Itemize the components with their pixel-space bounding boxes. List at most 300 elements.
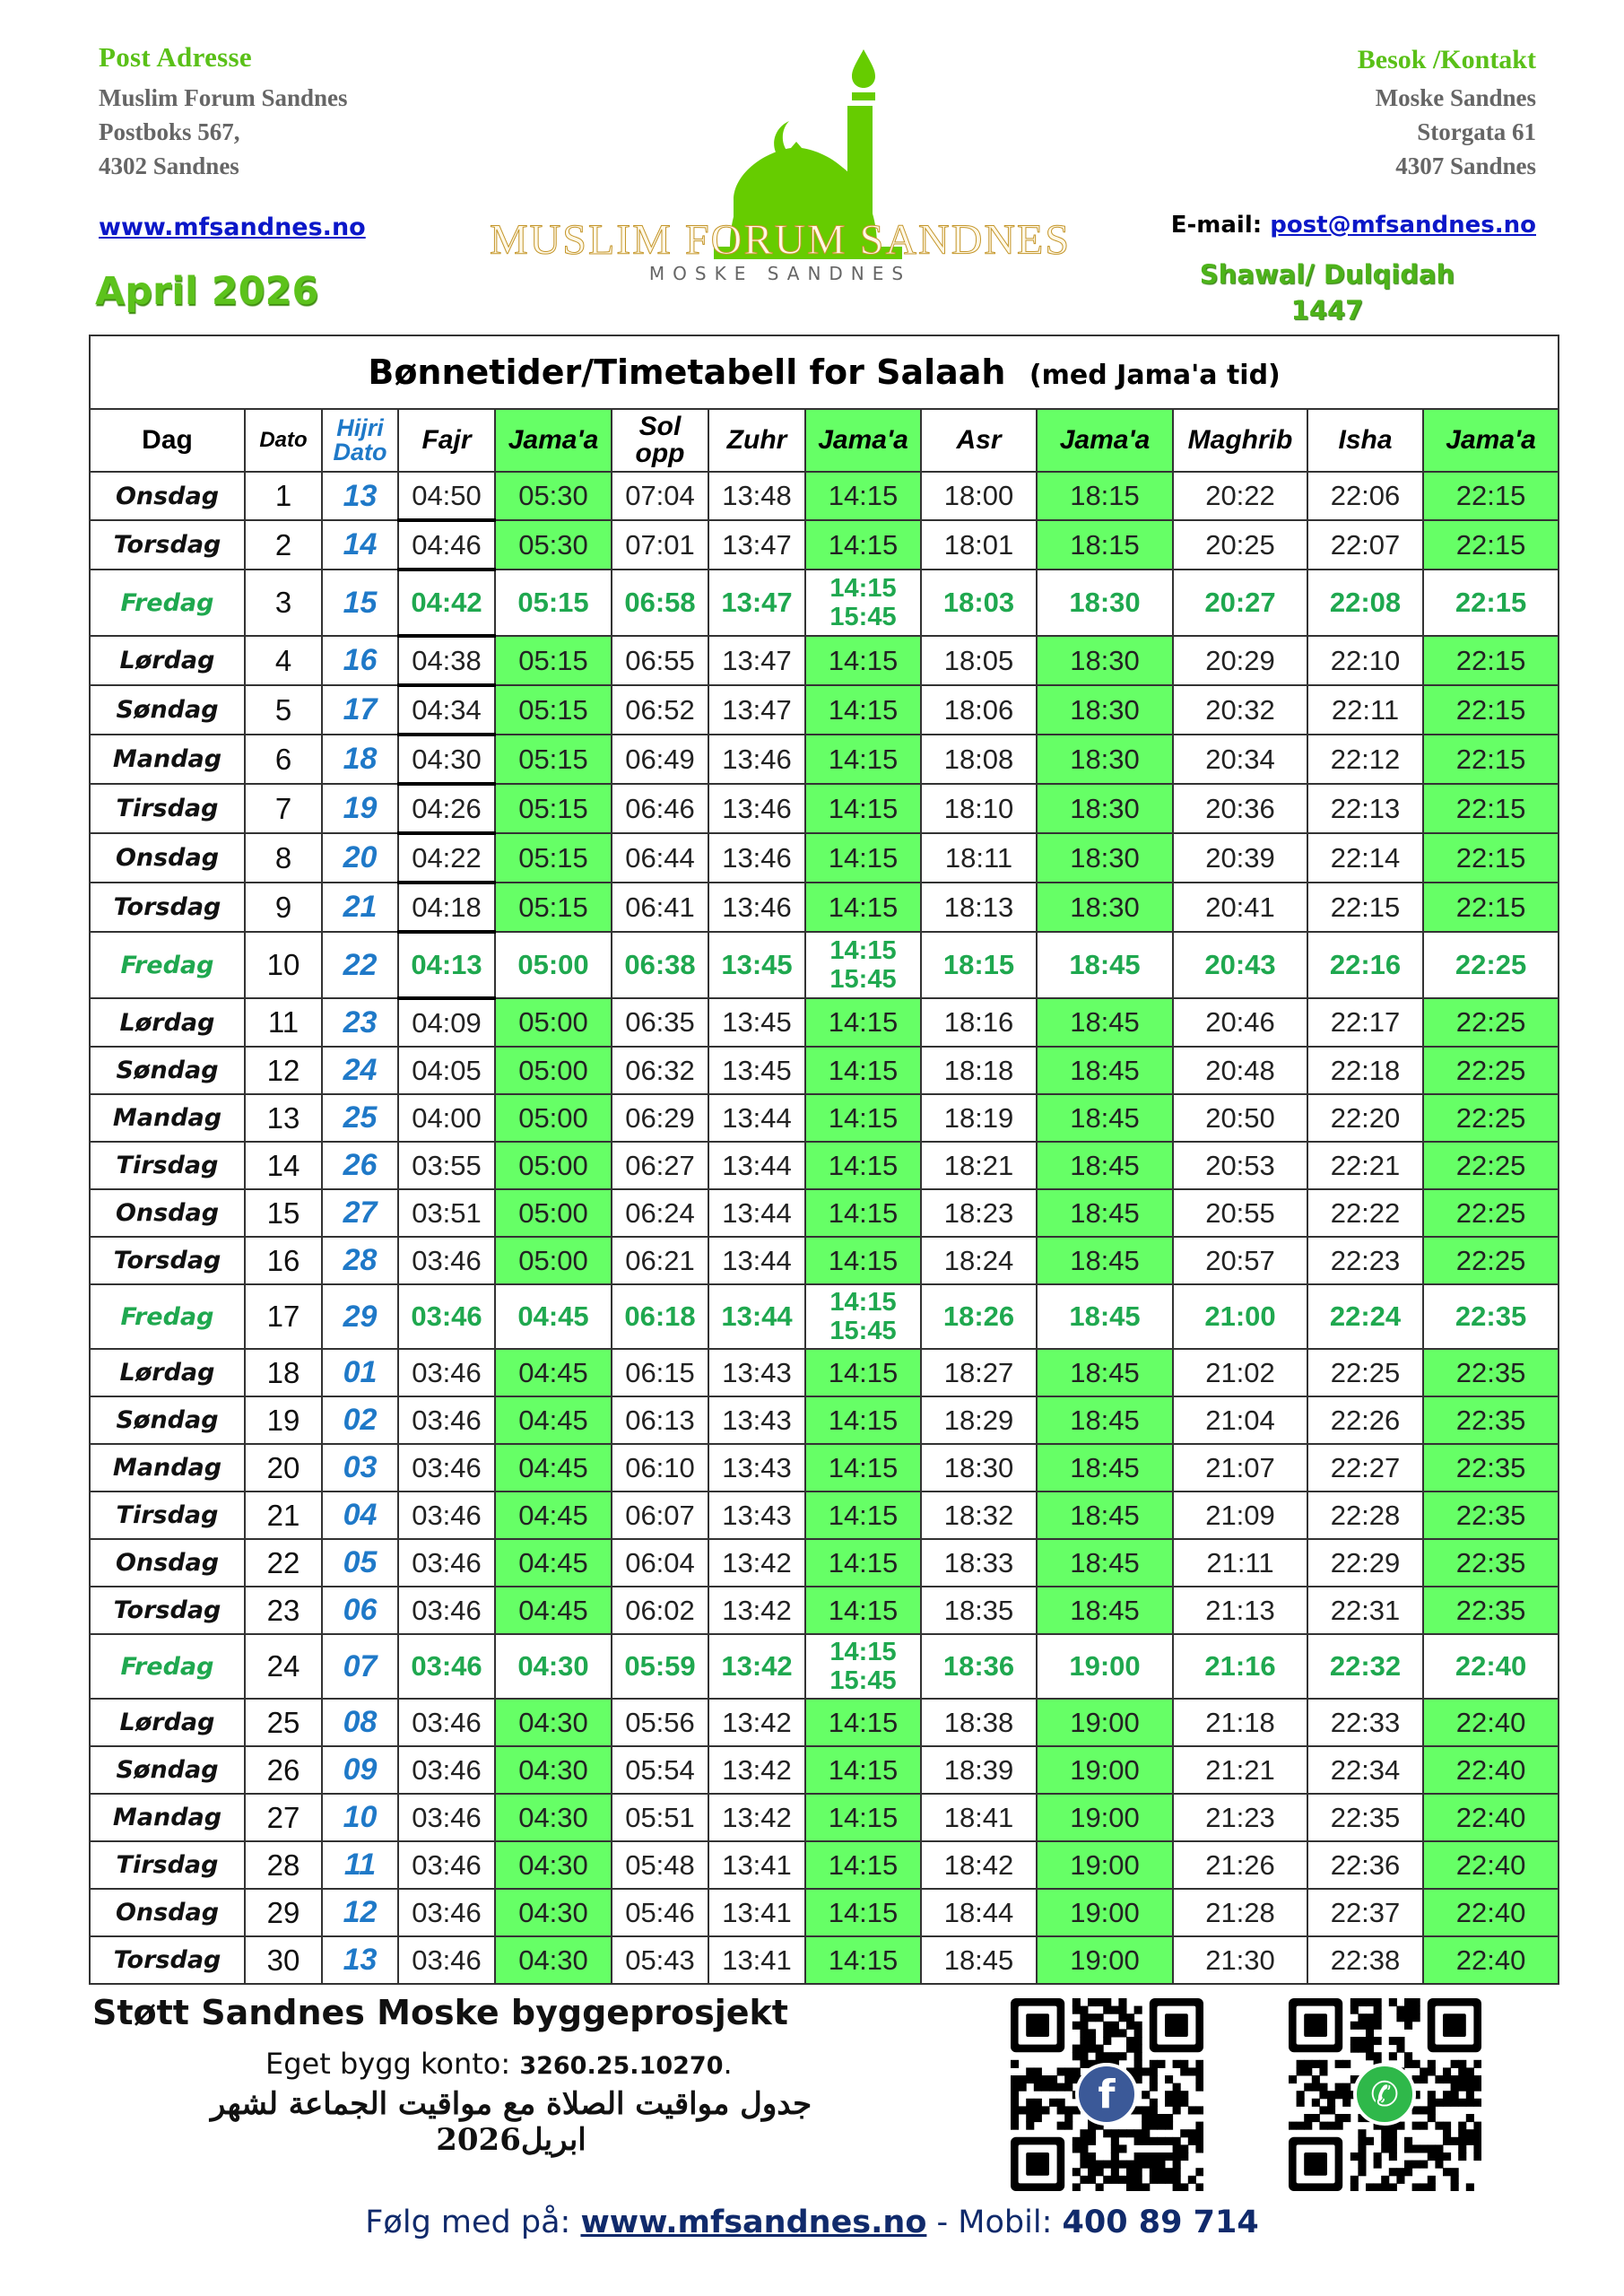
cell-fajr: 03:46 [398,1396,495,1444]
account-number: 3260.25.10270 [519,2052,724,2080]
cell-asr: 18:41 [921,1794,1037,1841]
cell-jamaa-fajr: 05:15 [495,685,612,735]
col-header-hijri-line: Dato [333,439,387,465]
cell-zuhr: 13:42 [708,1587,805,1634]
cell-isha: 22:37 [1307,1889,1423,1936]
cell-jamaa-zuhr [805,1284,921,1349]
cell-sunrise: 06:46 [612,784,708,833]
cell-hijri: 22 [322,932,398,998]
cell-jamaa-zuhr: 14:15 [805,1746,921,1794]
cell-jamaa-asr: 18:45 [1037,998,1173,1047]
cell-hijri: 12 [322,1889,398,1936]
cell-hijri: 09 [322,1746,398,1794]
cell-fajr: 04:46 [398,520,495,570]
cell-jamaa-zuhr [805,570,921,636]
table-row [90,1047,1559,1094]
cell-fajr: 03:46 [398,1634,495,1699]
cell-jamaa-isha: 22:15 [1423,570,1559,636]
cell-day: Fredag [90,1284,245,1349]
cell-jamaa-asr: 18:45 [1037,1047,1173,1094]
jumuah-time-1: 14:15 [829,574,897,603]
cell-jamaa-zuhr: 14:15 [805,636,921,685]
cell-zuhr: 13:41 [708,1936,805,1984]
cell-date: 13 [245,1094,322,1142]
col-header-sunrise [612,409,708,472]
cell-day: Onsdag [90,1539,245,1587]
cell-jamaa-fajr: 04:30 [495,1794,612,1841]
cell-zuhr: 13:44 [708,1094,805,1142]
cell-sunrise: 06:58 [612,570,708,636]
visit-address-line: 4307 Sandnes [1395,152,1536,179]
cell-fajr: 03:46 [398,1841,495,1889]
cell-jamaa-fajr: 05:00 [495,1142,612,1189]
cell-sunrise: 06:02 [612,1587,708,1634]
cell-sunrise: 05:46 [612,1889,708,1936]
cell-isha: 22:26 [1307,1396,1423,1444]
table-row [90,1794,1559,1841]
cell-jamaa-isha: 22:40 [1423,1746,1559,1794]
cell-hijri: 26 [322,1142,398,1189]
cell-day: Søndag [90,1396,245,1444]
cell-sunrise: 06:27 [612,1142,708,1189]
cell-day: Søndag [90,1746,245,1794]
cell-asr: 18:27 [921,1349,1037,1396]
table-title-text: Bønnetider/Timetabell for Salaah [368,352,1006,392]
cell-jamaa-asr: 18:30 [1037,570,1173,636]
cell-jamaa-isha: 22:15 [1423,883,1559,932]
cell-sunrise: 06:35 [612,998,708,1047]
cell-day: Torsdag [90,1936,245,1984]
mobile-number: 400 89 714 [1062,2205,1259,2240]
table-row [90,833,1559,883]
cell-zuhr: 13:44 [708,1237,805,1284]
cell-jamaa-asr: 19:00 [1037,1936,1173,1984]
cell-hijri: 19 [322,784,398,833]
cell-jamaa-zuhr: 14:15 [805,1349,921,1396]
cell-zuhr: 13:42 [708,1634,805,1699]
table-row [90,1396,1559,1444]
cell-fajr: 04:13 [398,932,495,998]
cell-jamaa-zuhr: 14:15 [805,1936,921,1984]
visit-address [1376,81,1536,183]
cell-jamaa-isha: 22:15 [1423,636,1559,685]
cell-jamaa-asr: 18:45 [1037,1444,1173,1492]
cell-day: Onsdag [90,833,245,883]
cell-jamaa-isha: 22:25 [1423,1189,1559,1237]
cell-hijri: 20 [322,833,398,883]
cell-day: Tirsdag [90,1841,245,1889]
cell-jamaa-zuhr: 14:15 [805,1142,921,1189]
cell-jamaa-fajr: 04:30 [495,1841,612,1889]
cell-fajr: 03:46 [398,1746,495,1794]
cell-maghrib: 21:26 [1173,1841,1307,1889]
cell-jamaa-asr: 19:00 [1037,1794,1173,1841]
cell-sunrise: 06:04 [612,1539,708,1587]
cell-jamaa-fajr: 04:45 [495,1396,612,1444]
cell-jamaa-fajr: 04:30 [495,1746,612,1794]
email-row [1171,212,1536,239]
cell-asr: 18:19 [921,1094,1037,1142]
post-address-title: Post Adresse [99,41,252,73]
table-row [90,998,1559,1047]
cell-hijri: 07 [322,1634,398,1699]
cell-jamaa-isha: 22:25 [1423,1047,1559,1094]
cell-zuhr: 13:47 [708,636,805,685]
jumuah-time-1: 14:15 [829,1638,897,1666]
table-row [90,1189,1559,1237]
cell-day: Tirsdag [90,784,245,833]
cell-date: 26 [245,1746,322,1794]
table-row [90,784,1559,833]
cell-jamaa-zuhr: 14:15 [805,1587,921,1634]
post-address-line: Muslim Forum Sandnes [99,84,348,111]
jumuah-time-2: 15:45 [829,603,897,631]
post-address [99,81,348,183]
cell-jamaa-isha: 22:40 [1423,1936,1559,1984]
cell-isha: 22:13 [1307,784,1423,833]
cell-jamaa-asr: 18:45 [1037,1284,1173,1349]
cell-jamaa-zuhr: 14:15 [805,1841,921,1889]
cell-maghrib: 20:57 [1173,1237,1307,1284]
cell-date: 17 [245,1284,322,1349]
cell-fajr: 04:09 [398,998,495,1047]
website-link[interactable]: www.mfsandnes.no [99,213,366,241]
cell-isha: 22:12 [1307,735,1423,784]
cell-jamaa-fajr: 05:15 [495,636,612,685]
cell-jamaa-isha: 22:40 [1423,1841,1559,1889]
cell-day: Mandag [90,1794,245,1841]
cell-zuhr: 13:46 [708,883,805,932]
cell-jamaa-zuhr: 14:15 [805,1047,921,1094]
cell-date: 28 [245,1841,322,1889]
cell-zuhr: 13:46 [708,833,805,883]
cell-asr: 18:21 [921,1142,1037,1189]
cell-jamaa-zuhr: 14:15 [805,1699,921,1746]
cell-asr: 18:42 [921,1841,1037,1889]
cell-fajr: 04:38 [398,636,495,685]
cell-jamaa-isha: 22:25 [1423,998,1559,1047]
cell-jamaa-zuhr: 14:15 [805,472,921,520]
cell-jamaa-asr: 18:30 [1037,833,1173,883]
col-header-isha: Isha [1307,409,1423,472]
post-address-line: 4302 Sandnes [99,152,239,179]
cell-sunrise: 05:59 [612,1634,708,1699]
cell-jamaa-fajr: 05:30 [495,472,612,520]
cell-maghrib: 21:21 [1173,1746,1307,1794]
cell-hijri: 18 [322,735,398,784]
cell-maghrib: 20:43 [1173,932,1307,998]
cell-jamaa-zuhr: 14:15 [805,833,921,883]
cell-jamaa-fajr: 05:00 [495,1094,612,1142]
cell-jamaa-asr: 18:15 [1037,472,1173,520]
cell-day: Fredag [90,570,245,636]
cell-jamaa-fajr: 05:15 [495,883,612,932]
cell-zuhr: 13:43 [708,1396,805,1444]
cell-isha: 22:31 [1307,1587,1423,1634]
cell-isha: 22:07 [1307,520,1423,570]
cell-fajr: 04:34 [398,685,495,735]
cell-day: Onsdag [90,472,245,520]
cell-jamaa-zuhr: 14:15 [805,1094,921,1142]
cell-maghrib: 20:34 [1173,735,1307,784]
cell-fajr: 03:46 [398,1492,495,1539]
cell-date: 1 [245,472,322,520]
cell-day: Tirsdag [90,1492,245,1539]
table-subtitle: (med Jama'a tid) [1029,360,1281,391]
cell-hijri: 14 [322,520,398,570]
email-link[interactable]: post@mfsandnes.no [1270,212,1536,239]
cell-asr: 18:32 [921,1492,1037,1539]
cell-sunrise: 05:51 [612,1794,708,1841]
whatsapp-qr-code[interactable] [1289,1998,1481,2191]
cell-jamaa-asr: 18:45 [1037,1492,1173,1539]
cell-maghrib: 20:55 [1173,1189,1307,1237]
logo-name: MUSLIM FORUM SANDNES [489,216,1072,264]
cell-date: 18 [245,1349,322,1396]
cell-isha: 22:38 [1307,1936,1423,1984]
cell-jamaa-zuhr [805,1634,921,1699]
cell-hijri: 11 [322,1841,398,1889]
cell-sunrise: 06:44 [612,833,708,883]
cell-day: Torsdag [90,1587,245,1634]
cell-isha: 22:06 [1307,472,1423,520]
cell-day: Torsdag [90,520,245,570]
cell-sunrise: 06:38 [612,932,708,998]
cell-sunrise: 07:01 [612,520,708,570]
cell-jamaa-isha: 22:25 [1423,1142,1559,1189]
table-row [90,735,1559,784]
cell-isha: 22:17 [1307,998,1423,1047]
col-header-jamaa-fajr: Jama'a [495,409,612,472]
cell-sunrise: 06:49 [612,735,708,784]
cell-hijri: 13 [322,472,398,520]
cell-fajr: 03:46 [398,1284,495,1349]
cell-jamaa-zuhr: 14:15 [805,1444,921,1492]
cell-jamaa-asr: 19:00 [1037,1841,1173,1889]
cell-asr: 18:29 [921,1396,1037,1444]
cell-date: 29 [245,1889,322,1936]
hijri-year: 1447 [1290,295,1364,326]
cell-hijri: 13 [322,1936,398,1984]
table-row [90,932,1559,998]
cell-zuhr: 13:44 [708,1189,805,1237]
cell-jamaa-fajr: 04:45 [495,1444,612,1492]
cell-day: Torsdag [90,1237,245,1284]
cell-jamaa-fajr: 05:15 [495,735,612,784]
cell-jamaa-asr: 18:30 [1037,784,1173,833]
table-row [90,1284,1559,1349]
cell-date: 5 [245,685,322,735]
cell-asr: 18:39 [921,1746,1037,1794]
cell-jamaa-asr: 19:00 [1037,1699,1173,1746]
cell-date: 27 [245,1794,322,1841]
cell-hijri: 15 [322,570,398,636]
cell-zuhr: 13:42 [708,1746,805,1794]
cell-jamaa-asr: 18:30 [1037,735,1173,784]
cell-jamaa-fajr: 04:30 [495,1936,612,1984]
cell-sunrise: 06:41 [612,883,708,932]
cell-jamaa-fajr: 04:45 [495,1284,612,1349]
cell-jamaa-fajr: 04:45 [495,1587,612,1634]
follow-line [0,2205,1624,2240]
cell-day: Mandag [90,1444,245,1492]
cell-zuhr: 13:45 [708,932,805,998]
mobile-label: - Mobil: [926,2205,1063,2240]
cell-date: 15 [245,1189,322,1237]
cell-isha: 22:21 [1307,1142,1423,1189]
cell-jamaa-asr: 18:45 [1037,1094,1173,1142]
cell-jamaa-asr: 18:45 [1037,1349,1173,1396]
cell-jamaa-zuhr [805,932,921,998]
cell-hijri: 27 [322,1189,398,1237]
cell-sunrise: 05:43 [612,1936,708,1984]
cell-maghrib: 21:30 [1173,1936,1307,1984]
cell-isha: 22:24 [1307,1284,1423,1349]
cell-day: Mandag [90,1094,245,1142]
col-header-hijri [322,409,398,472]
cell-jamaa-isha: 22:35 [1423,1587,1559,1634]
cell-zuhr: 13:48 [708,472,805,520]
cell-maghrib: 21:02 [1173,1349,1307,1396]
cell-isha: 22:08 [1307,570,1423,636]
cell-jamaa-fajr: 05:00 [495,1237,612,1284]
cell-fajr: 03:46 [398,1349,495,1396]
cell-isha: 22:27 [1307,1444,1423,1492]
cell-day: Torsdag [90,883,245,932]
cell-asr: 18:00 [921,472,1037,520]
cell-asr: 18:36 [921,1634,1037,1699]
cell-asr: 18:18 [921,1047,1037,1094]
cell-date: 3 [245,570,322,636]
cell-day: Lørdag [90,1349,245,1396]
account-line [265,2047,733,2081]
cell-maghrib: 21:07 [1173,1444,1307,1492]
cell-jamaa-isha: 22:15 [1423,520,1559,570]
col-header-asr: Asr [921,409,1037,472]
cell-jamaa-asr: 18:45 [1037,1142,1173,1189]
cell-jamaa-asr: 19:00 [1037,1746,1173,1794]
cell-fajr: 04:42 [398,570,495,636]
cell-fajr: 04:18 [398,883,495,932]
cell-maghrib: 20:25 [1173,520,1307,570]
cell-jamaa-fajr: 04:30 [495,1634,612,1699]
cell-jamaa-asr: 18:45 [1037,1237,1173,1284]
table-row [90,1936,1559,1984]
cell-jamaa-isha: 22:15 [1423,735,1559,784]
follow-website-link[interactable]: www.mfsandnes.no [580,2205,927,2240]
col-header-zuhr: Zuhr [708,409,805,472]
cell-fajr: 03:46 [398,1237,495,1284]
col-header-day: Dag [90,409,245,472]
cell-hijri: 23 [322,998,398,1047]
cell-sunrise: 06:21 [612,1237,708,1284]
cell-maghrib: 21:11 [1173,1539,1307,1587]
cell-zuhr: 13:45 [708,998,805,1047]
col-header-fajr: Fajr [398,409,495,472]
cell-date: 30 [245,1936,322,1984]
cell-zuhr: 13:47 [708,570,805,636]
col-header-date: Dato [245,409,322,472]
cell-asr: 18:24 [921,1237,1037,1284]
table-row [90,1349,1559,1396]
cell-maghrib: 20:53 [1173,1142,1307,1189]
cell-maghrib: 20:41 [1173,883,1307,932]
cell-jamaa-isha: 22:25 [1423,932,1559,998]
cell-jamaa-fajr: 04:45 [495,1539,612,1587]
cell-maghrib: 20:46 [1173,998,1307,1047]
post-address-line: Postboks 567, [99,118,240,145]
cell-maghrib: 20:48 [1173,1047,1307,1094]
cell-jamaa-zuhr: 14:15 [805,998,921,1047]
cell-jamaa-asr: 18:45 [1037,1539,1173,1587]
cell-hijri: 05 [322,1539,398,1587]
cell-date: 25 [245,1699,322,1746]
cell-hijri: 04 [322,1492,398,1539]
jumuah-time-1: 14:15 [829,1288,897,1317]
jumuah-time-2: 15:45 [829,1317,897,1345]
cell-jamaa-asr: 19:00 [1037,1634,1173,1699]
cell-jamaa-fajr: 05:00 [495,932,612,998]
cell-asr: 18:26 [921,1284,1037,1349]
cell-hijri: 17 [322,685,398,735]
account-label: Eget bygg konto: [265,2047,520,2081]
cell-hijri: 25 [322,1094,398,1142]
cell-jamaa-asr: 19:00 [1037,1889,1173,1936]
cell-sunrise: 06:24 [612,1189,708,1237]
cell-jamaa-isha: 22:40 [1423,1889,1559,1936]
cell-day: Onsdag [90,1189,245,1237]
cell-maghrib: 20:22 [1173,472,1307,520]
cell-fajr: 03:46 [398,1794,495,1841]
cell-jamaa-isha: 22:35 [1423,1492,1559,1539]
cell-jamaa-zuhr: 14:15 [805,1889,921,1936]
cell-jamaa-zuhr: 14:15 [805,883,921,932]
cell-maghrib: 20:39 [1173,833,1307,883]
cell-maghrib: 20:50 [1173,1094,1307,1142]
cell-zuhr: 13:47 [708,520,805,570]
cell-day: Fredag [90,1634,245,1699]
cell-date: 12 [245,1047,322,1094]
cell-maghrib: 20:27 [1173,570,1307,636]
hijri-month-name: Shawal/ Dulqidah [1199,259,1455,290]
facebook-qr-code[interactable] [1011,1998,1203,2191]
cell-jamaa-fajr: 05:30 [495,520,612,570]
cell-sunrise: 06:52 [612,685,708,735]
cell-jamaa-fajr: 04:30 [495,1699,612,1746]
cell-jamaa-fajr: 04:30 [495,1889,612,1936]
cell-jamaa-isha: 22:40 [1423,1794,1559,1841]
cell-isha: 22:23 [1307,1237,1423,1284]
cell-jamaa-fajr: 05:00 [495,998,612,1047]
cell-jamaa-isha: 22:15 [1423,472,1559,520]
table-row [90,1492,1559,1539]
cell-sunrise: 05:48 [612,1841,708,1889]
table-row [90,1237,1559,1284]
cell-jamaa-asr: 18:30 [1037,685,1173,735]
cell-fajr: 04:50 [398,472,495,520]
cell-asr: 18:45 [921,1936,1037,1984]
cell-jamaa-zuhr: 14:15 [805,685,921,735]
cell-fajr: 04:00 [398,1094,495,1142]
cell-isha: 22:14 [1307,833,1423,883]
table-row [90,1634,1559,1699]
cell-hijri: 06 [322,1587,398,1634]
hijri-month [1193,257,1462,328]
cell-maghrib: 21:04 [1173,1396,1307,1444]
cell-jamaa-isha: 22:35 [1423,1284,1559,1349]
cell-maghrib: 21:23 [1173,1794,1307,1841]
cell-hijri: 29 [322,1284,398,1349]
